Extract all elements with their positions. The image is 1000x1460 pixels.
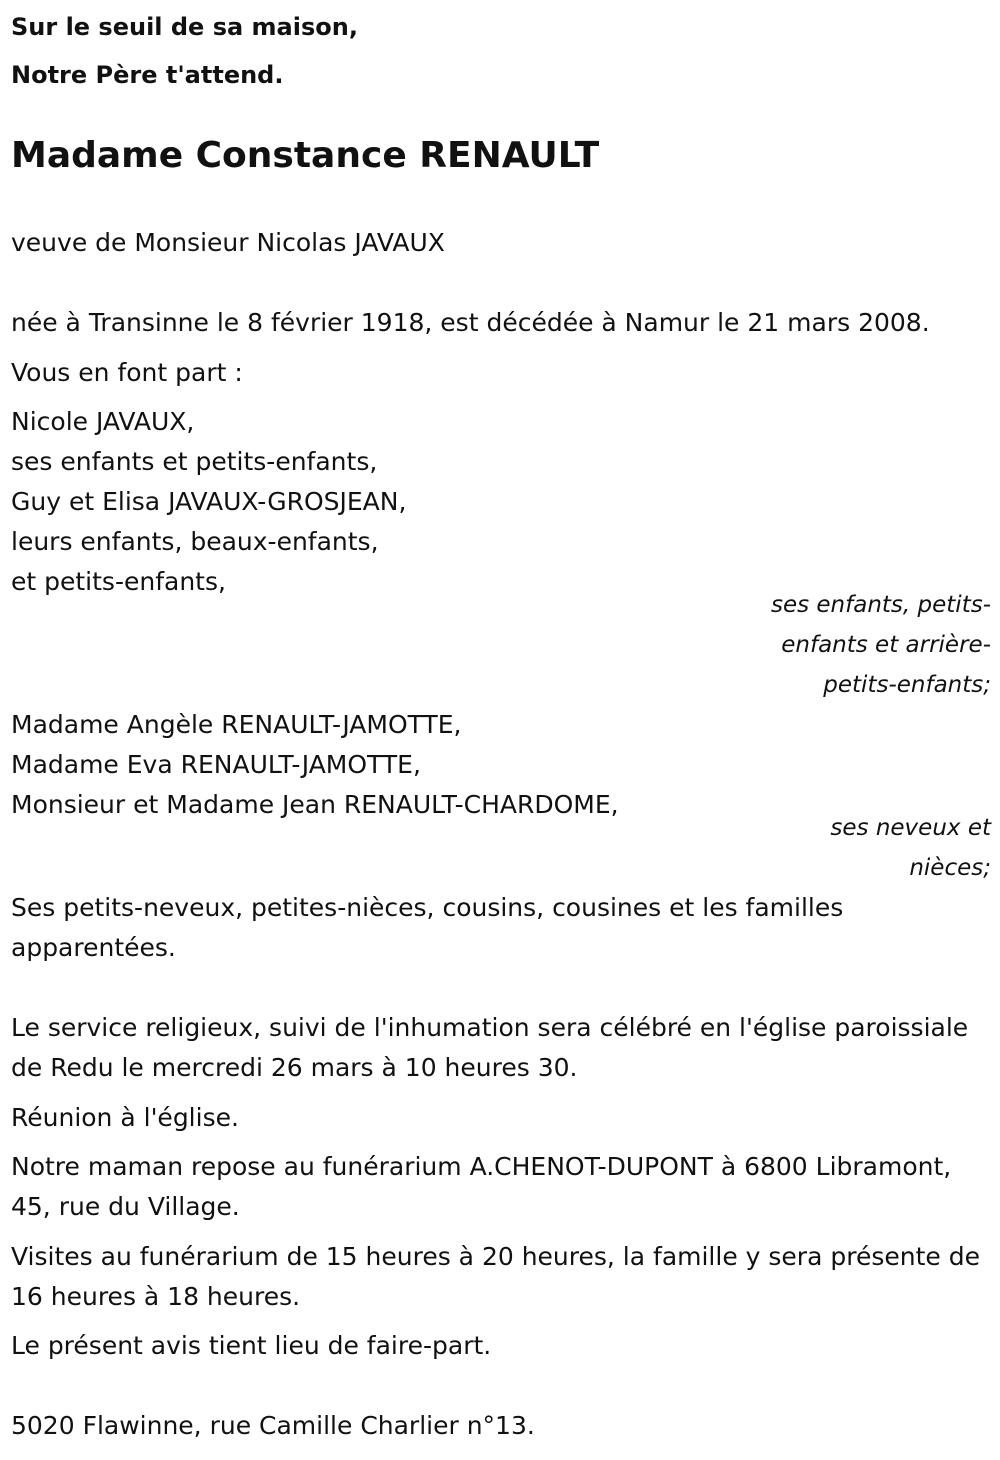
visits-info: Visites au funérarium de 15 heures à 20 heures, la famille y sera présente de 16 heures à 18 heures. xyxy=(11,1242,980,1311)
widow-line: veuve de Monsieur Nicolas JAVAUX xyxy=(11,228,445,257)
group1-line: Nicole JAVAUX, xyxy=(11,407,195,436)
group1-line: et petits-enfants, xyxy=(11,567,226,596)
funeral-home-info: Notre maman repose au funérarium A.CHENOT-DUPONT à 6800 Libramont, 45, rue du Village. xyxy=(11,1152,952,1221)
verse-line-2: Notre Père t'attend. xyxy=(11,61,284,89)
group2-line: Monsieur et Madame Jean RENAULT-CHARDOME, xyxy=(11,790,619,819)
announcers-intro: Vous en font part : xyxy=(11,358,243,387)
group2-relation: nièces; xyxy=(909,855,991,881)
birth-death-line: née à Transinne le 8 février 1918, est décédée à Namur le 21 mars 2008. xyxy=(11,308,930,337)
extended-family: Ses petits-neveux, petites-nièces, cousins, cousines et les familles apparentées. xyxy=(11,893,844,962)
service-info: Le service religieux, suivi de l'inhumation sera célébré en l'église paroissiale de Redu le mercredi 26 mars à 10 heures 30. xyxy=(11,1013,969,1082)
group2-relation: ses neveux et xyxy=(830,815,991,841)
group2-line: Madame Angèle RENAULT-JAMOTTE, xyxy=(11,710,462,739)
group1-line: leurs enfants, beaux-enfants, xyxy=(11,527,379,556)
group1-relation: enfants et arrière- xyxy=(781,632,991,658)
group1-relation: petits-enfants; xyxy=(823,672,991,698)
group2-line: Madame Eva RENAULT-JAMOTTE, xyxy=(11,750,421,779)
deceased-name: Madame Constance RENAULT xyxy=(11,135,600,176)
notice-line: Le présent avis tient lieu de faire-part. xyxy=(11,1331,492,1360)
address-line: 5020 Flawinne, rue Camille Charlier n°13. xyxy=(11,1411,535,1440)
verse-line-1: Sur le seuil de sa maison, xyxy=(11,13,358,41)
group1-relation: ses enfants, petits- xyxy=(770,592,991,618)
group1-line: ses enfants et petits-enfants, xyxy=(11,447,378,476)
meeting-info: Réunion à l'église. xyxy=(11,1103,239,1132)
group1-line: Guy et Elisa JAVAUX-GROSJEAN, xyxy=(11,487,407,516)
